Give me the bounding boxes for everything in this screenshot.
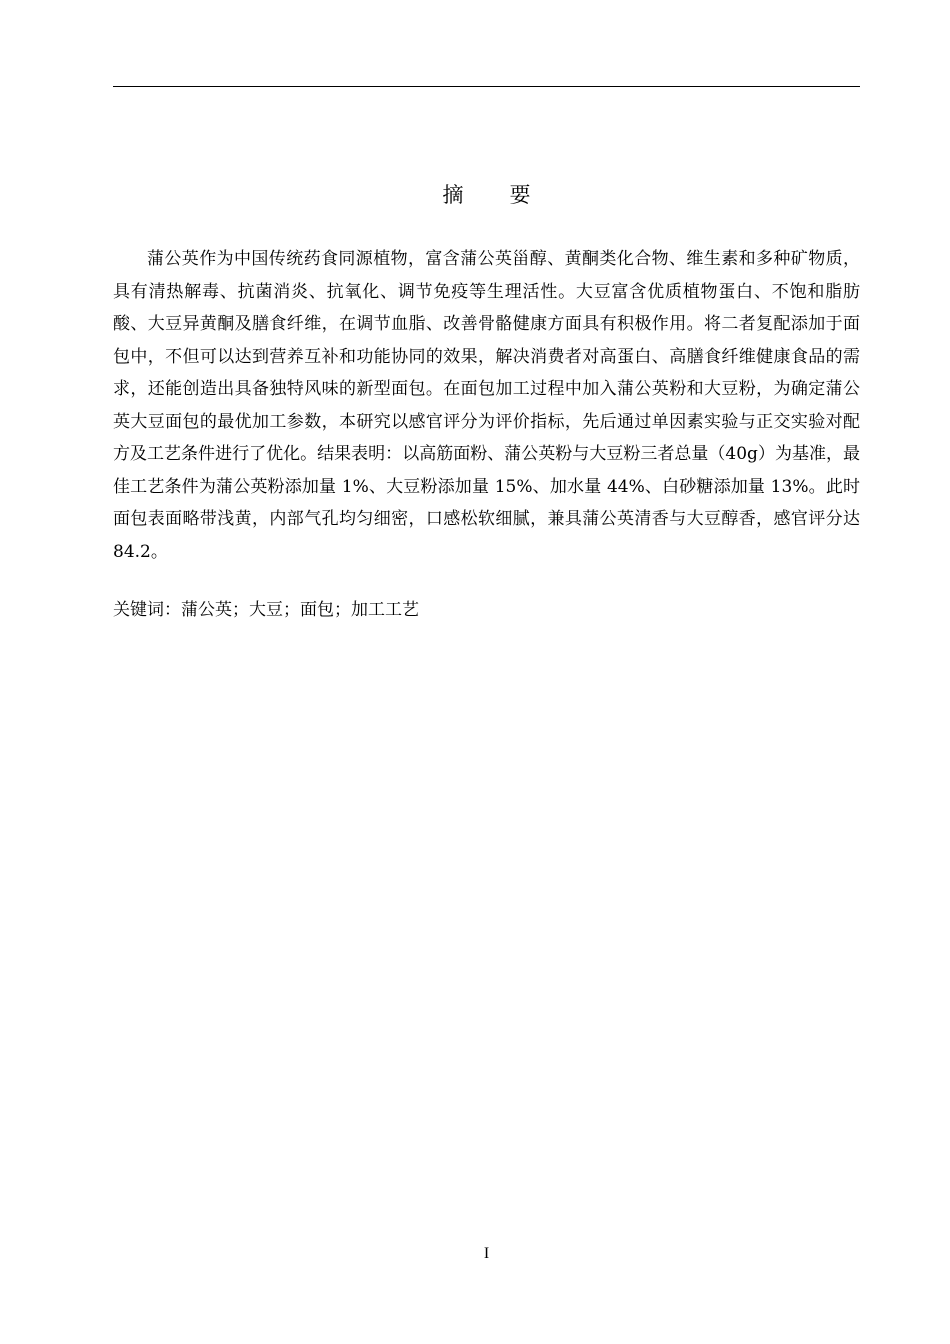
title-char-2: 要: [509, 183, 531, 207]
header-rule: [113, 86, 860, 87]
keywords-line: [113, 594, 860, 626]
abstract-title: [113, 180, 860, 210]
page-number: I: [483, 1245, 490, 1262]
abstract-paragraph: 蒲公英作为中国传统药食同源植物，富含蒲公英甾醇、黄酮类化合物、维生素和多种矿物质，具有清热解毒、抗菌消炎、抗氧化、调节免疫等生理活性。大豆富含优质植物蛋白、不饱和脂肪酸、大豆异黄酮及膳食纤维，在调节血脂、改善骨骼健康方面具有积极作用。将二者复配添加于面包中，不但可以达到营养互补和功能协同的效果，解决消费者对高蛋白、高膳食纤维健康食品的需求，还能创造出具备独特风味的新型面包。在面包加工过程中加入蒲公英粉和大豆粉，为确定蒲公英大豆面包的最优加工参数，本研究以感官评分为评价指标，先后通过单因素实验与正交实验对配方及工艺条件进行了优化。结果表明：以高筋面粉、蒲公英粉与大豆粉三者总量（40g）为基准，最佳工艺条件为蒲公英粉添加量 1%、大豆粉添加量 15%、加水量 44%、白砂糖添加量 13%。此时面包表面略带浅黄，内部气孔均匀细密，口感松软细腻，兼具蒲公英清香与大豆醇香，感官评分达 84.2。: [113, 249, 860, 562]
keywords-text: 蒲公英；大豆；面包；加工工艺: [181, 600, 419, 620]
title-char-1: 摘: [442, 183, 464, 207]
keywords-label: 关键词：: [113, 600, 181, 620]
